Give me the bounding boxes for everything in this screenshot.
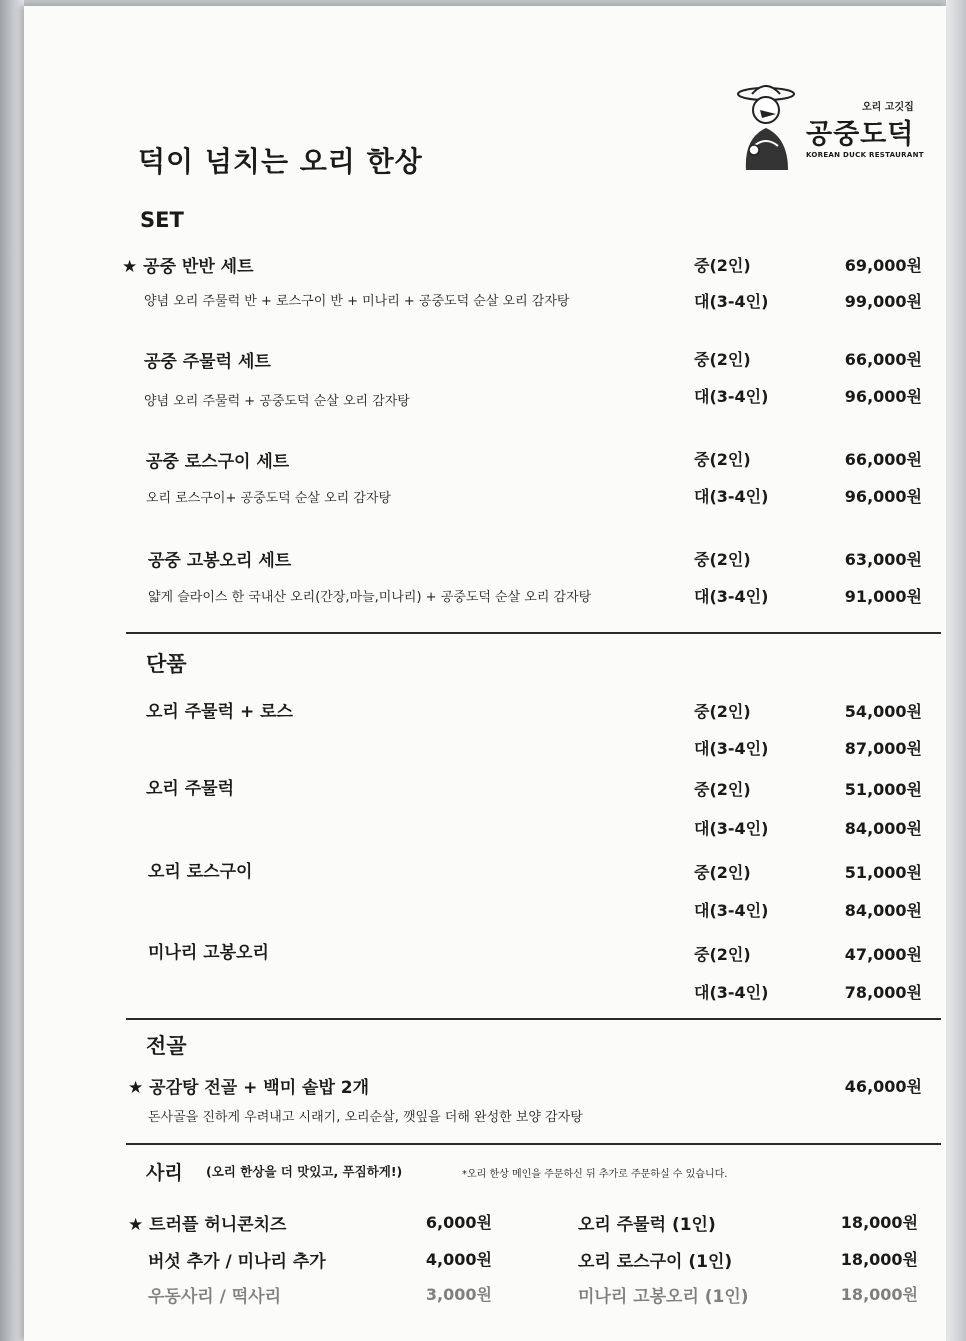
- sari-subheading: (오리 한상을 더 맛있고, 푸짐하게!): [206, 1164, 403, 1179]
- set-item-desc: 양념 오리 주물럭 반 + 로스구이 반 + 미나리 + 공중도덕 순살 오리 감자탕: [144, 294, 570, 309]
- size-label: 대(3-4인): [694, 819, 769, 838]
- section-heading-single: 단품: [146, 652, 187, 676]
- page-title: 덕이 넘치는 오리 한상: [138, 145, 423, 178]
- size-label: 대(3-4인): [694, 292, 769, 311]
- section-heading-sari: 사리: [146, 1162, 183, 1184]
- size-label: 중(2인): [694, 256, 751, 275]
- section-heading-hotpot: 전골: [146, 1034, 187, 1058]
- price-label: 54,000원: [844, 702, 922, 721]
- price-label: 46,000원: [844, 1077, 922, 1096]
- hotpot-item-desc: 돈사골을 진하게 우려내고 시래기, 오리순살, 깻잎을 더해 완성한 보양 감자탕: [148, 1110, 583, 1125]
- size-label: 대(3-4인): [694, 487, 769, 506]
- price-label: 99,000원: [844, 292, 922, 311]
- price-label: 96,000원: [844, 487, 922, 506]
- duck-man-with-hat-icon: [732, 80, 802, 176]
- price-label: 66,000원: [844, 350, 922, 369]
- sari-item-name: ★ 트러플 허니콘치즈: [128, 1215, 287, 1235]
- set-item-name: 공중 로스구이 세트: [146, 452, 290, 472]
- set-item-desc: 오리 로스구이+ 공중도덕 순살 오리 감자탕: [146, 491, 392, 506]
- logo-subtitle: 오리 고깃집: [862, 102, 914, 113]
- sari-note: *오리 한상 메인을 주문하신 뒤 추가로 주문하실 수 있습니다.: [462, 1169, 728, 1180]
- set-item-name: 공중 주물럭 세트: [144, 352, 271, 372]
- size-label: 중(2인): [694, 945, 751, 964]
- price-label: 69,000원: [844, 256, 922, 275]
- size-label: 대(3-4인): [694, 901, 769, 920]
- price-label: 18,000원: [840, 1250, 918, 1269]
- single-item-name: 오리 로스구이: [148, 862, 253, 882]
- set-item-name: 공중 고봉오리 세트: [148, 551, 292, 571]
- set-item-desc: 얇게 슬라이스 한 국내산 오리(간장,마늘,미나리) + 공중도덕 순살 오리 감자탕: [148, 590, 592, 605]
- section-heading-set: SET: [140, 208, 184, 232]
- price-label: 3,000원: [425, 1285, 492, 1304]
- size-label: 중(2인): [694, 702, 751, 721]
- price-label: 51,000원: [844, 863, 922, 882]
- sari-item-name: 오리 주물럭 (1인): [578, 1215, 716, 1235]
- size-label: 중(2인): [694, 350, 751, 369]
- size-label: 대(3-4인): [694, 983, 769, 1002]
- price-label: 91,000원: [844, 587, 922, 606]
- price-label: 84,000원: [844, 901, 922, 920]
- binder-edge-left: [0, 0, 24, 1341]
- logo-name: 공중도덕: [806, 119, 915, 150]
- section-divider: [126, 1018, 941, 1020]
- size-label: 중(2인): [694, 550, 751, 569]
- size-label: 중(2인): [694, 780, 751, 799]
- price-label: 18,000원: [840, 1213, 918, 1232]
- single-item-name: 오리 주물럭 + 로스: [146, 702, 293, 722]
- sari-item-name: 오리 로스구이 (1인): [578, 1252, 733, 1272]
- hotpot-item-name: ★ 공감탕 전골 + 백미 솥밥 2개: [128, 1078, 370, 1098]
- size-label: 중(2인): [694, 863, 751, 882]
- size-label: 중(2인): [694, 450, 751, 469]
- section-divider: [126, 1143, 941, 1145]
- price-label: 66,000원: [844, 450, 922, 469]
- sari-item-name: 우동사리 / 떡사리: [148, 1287, 281, 1307]
- price-label: 96,000원: [844, 387, 922, 406]
- price-label: 6,000원: [425, 1213, 492, 1232]
- size-label: 대(3-4인): [694, 587, 769, 606]
- price-label: 63,000원: [844, 550, 922, 569]
- size-label: 대(3-4인): [694, 739, 769, 758]
- set-item-name: ★ 공중 반반 세트: [122, 257, 254, 277]
- sari-item-name: 미나리 고봉오리 (1인): [578, 1287, 749, 1307]
- logo-english: KOREAN DUCK RESTAURANT: [806, 151, 924, 159]
- price-label: 51,000원: [844, 780, 922, 799]
- price-label: 4,000원: [425, 1250, 492, 1269]
- sari-item-name: 버섯 추가 / 미나리 추가: [148, 1252, 326, 1272]
- size-label: 대(3-4인): [694, 387, 769, 406]
- price-label: 78,000원: [844, 983, 922, 1002]
- binder-edge-right: [946, 0, 966, 1341]
- single-item-name: 미나리 고봉오리: [148, 943, 269, 963]
- set-item-desc: 양념 오리 주물럭 + 공중도덕 순살 오리 감자탕: [144, 394, 410, 409]
- price-label: 18,000원: [840, 1285, 918, 1304]
- price-label: 87,000원: [844, 739, 922, 758]
- section-divider: [126, 632, 941, 634]
- single-item-name: 오리 주물럭: [146, 779, 235, 799]
- price-label: 47,000원: [844, 945, 922, 964]
- price-label: 84,000원: [844, 819, 922, 838]
